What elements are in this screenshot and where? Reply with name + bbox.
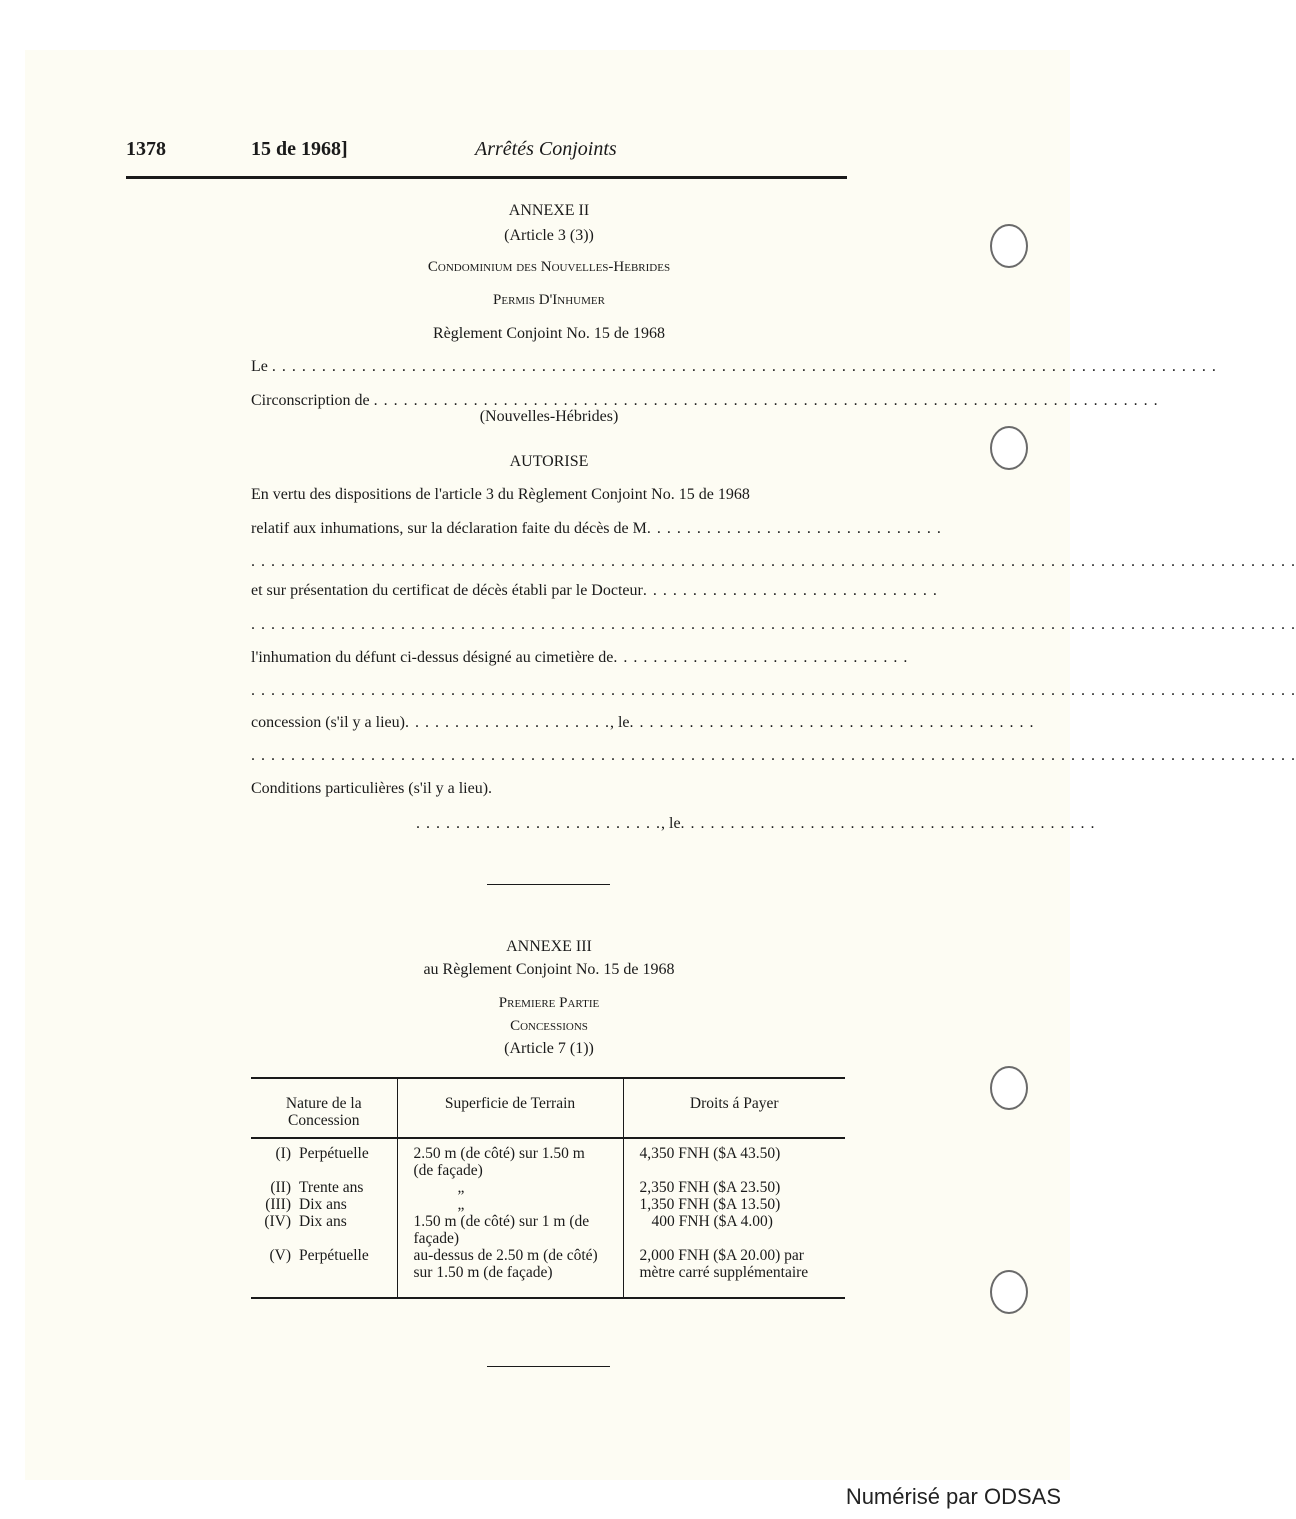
row-nature: Dix ans <box>299 1213 347 1230</box>
row-nature: Trente ans <box>299 1179 364 1196</box>
le-line: Le . . . . . . . . . . . . . . . . . . . . . . . . . . . . . . . . . . . . . . . . . . . . . . . . . . . . . . . . . . . . . . . . . . . . . . . . . . . . . . . . . . . . . . . . . . . . . . . <box>251 358 1217 375</box>
table-row <box>251 1138 845 1179</box>
punch-hole <box>990 1270 1028 1314</box>
row-superficie: 2.50 m (de côté) sur 1.50 m (de façade) <box>397 1138 623 1179</box>
section-divider <box>487 884 610 885</box>
row-nature: Dix ans <box>299 1196 347 1213</box>
reglement-heading: Règlement Conjoint No. 15 de 1968 <box>433 325 665 342</box>
annexe2-article: (Article 3 (3)) <box>504 227 594 244</box>
row-number: (IV) <box>264 1213 291 1230</box>
row-nature: Perpétuelle <box>299 1145 369 1162</box>
header-rule <box>126 176 847 179</box>
autorise-heading: AUTORISE <box>509 453 589 470</box>
concessions-table <box>251 1077 845 1299</box>
page-number: 1378 <box>126 138 166 160</box>
premiere-partie: Premiere Partie <box>498 995 600 1011</box>
row-number: (II) <box>270 1179 291 1196</box>
digitization-watermark: Numérisé par ODSAS <box>845 1484 1061 1509</box>
date-line: . . . . . . . . . . . . . . . . . . . . . . . . ., le. . . . . . . . . . . . . . . . . . . . . . . . . . . . . . . . . . . . . . . . . . <box>416 815 1096 832</box>
row-number: (I) <box>275 1145 291 1162</box>
form-line-2: relatif aux inhumations, sur la déclaration faite du décès de M. . . . . . . . . . . . . . . . . . . . . . . . . . . . . . <box>251 520 942 537</box>
condominium-heading: Condominium des Nouvelles-Hebrides <box>427 259 671 275</box>
annexe3-article: (Article 7 (1)) <box>504 1040 594 1057</box>
col-header-droits: Droits á Payer <box>623 1078 845 1138</box>
nouvelles-hebrides: (Nouvelles-Hébrides) <box>479 408 619 425</box>
col-header-superficie: Superficie de Terrain <box>397 1078 623 1138</box>
dotted-line: . . . . . . . . . . . . . . . . . . . . . . . . . . . . . . . . . . . . . . . . . . . . . . . . . . . . . . . . . . . . . . . . . . . . . . . . . . . . . . . . . . . . . . . . . . . . . . . . . . . . . . . . . <box>251 682 1296 699</box>
row-droits: 2,350 FNH ($A 23.50) <box>623 1179 845 1196</box>
table-header-row <box>251 1078 845 1138</box>
punch-hole <box>990 426 1028 470</box>
annexe3-title: ANNEXE III <box>506 938 592 955</box>
row-droits: 2,000 FNH ($A 20.00) par mètre carré supplémentaire <box>623 1247 845 1298</box>
row-droits: 4,350 FNH ($A 43.50) <box>623 1138 845 1179</box>
row-superficie: 1.50 m (de côté) sur 1 m (de façade) <box>397 1213 623 1247</box>
form-line-4: l'inhumation du défunt ci-dessus désigné au cimetière de. . . . . . . . . . . . . . . . . . . . . . . . . . . . . . <box>251 649 909 666</box>
row-nature: Perpétuelle <box>299 1247 369 1264</box>
form-line-5: concession (s'il y a lieu). . . . . . . . . . . . . . . . . . . . ., le. . . . . . . . . . . . . . . . . . . . . . . . . . . . . . . . . . . . . . . . . <box>251 714 1035 731</box>
annexe3-subtitle: au Règlement Conjoint No. 15 de 1968 <box>423 961 675 978</box>
col-header-nature: Nature de la Concession <box>285 1095 362 1129</box>
table-row <box>251 1196 845 1213</box>
regulation-ref: 15 de 1968] <box>251 138 348 160</box>
row-superficie: au-dessus de 2.50 m (de côté) sur 1.50 m (de façade) <box>397 1247 623 1298</box>
table-row <box>251 1247 845 1298</box>
form-text-1: En vertu des dispositions de l'article 3 du Règlement Conjoint No. 15 de 1968 <box>251 486 750 503</box>
form-line-3: et sur présentation du certificat de décès établi par le Docteur. . . . . . . . . . . . . . . . . . . . . . . . . . . . . . <box>251 582 938 599</box>
circonscription-line: Circonscription de . . . . . . . . . . . . . . . . . . . . . . . . . . . . . . . . . . . . . . . . . . . . . . . . . . . . . . . . . . . . . . . . . . . . . . . . . . . . . . . <box>251 392 1159 409</box>
punch-hole <box>990 224 1028 268</box>
concessions-heading: Concessions <box>510 1018 588 1034</box>
row-superficie: „ <box>397 1179 623 1196</box>
row-droits: 400 FNH ($A 4.00) <box>623 1213 845 1247</box>
permis-heading: Permis D'Inhumer <box>493 292 605 308</box>
dotted-line: . . . . . . . . . . . . . . . . . . . . . . . . . . . . . . . . . . . . . . . . . . . . . . . . . . . . . . . . . . . . . . . . . . . . . . . . . . . . . . . . . . . . . . . . . . . . . . . . . . . . . . . . . <box>251 616 1296 633</box>
row-superficie: „ <box>397 1196 623 1213</box>
punch-hole <box>990 1066 1028 1110</box>
row-number: (III) <box>265 1196 291 1213</box>
running-title: Arrêtés Conjoints <box>475 138 617 160</box>
dotted-line: . . . . . . . . . . . . . . . . . . . . . . . . . . . . . . . . . . . . . . . . . . . . . . . . . . . . . . . . . . . . . . . . . . . . . . . . . . . . . . . . . . . . . . . . . . . . . . . . . . . . . . . . . <box>251 553 1296 570</box>
row-number: (V) <box>269 1247 291 1264</box>
dotted-line: . . . . . . . . . . . . . . . . . . . . . . . . . . . . . . . . . . . . . . . . . . . . . . . . . . . . . . . . . . . . . . . . . . . . . . . . . . . . . . . . . . . . . . . . . . . . . . . . . . . . . . . . . <box>251 747 1296 764</box>
conditions-text: Conditions particulières (s'il y a lieu). <box>251 780 493 797</box>
row-droits: 1,350 FNH ($A 13.50) <box>623 1196 845 1213</box>
table-row <box>251 1179 845 1196</box>
section-divider <box>487 1366 610 1367</box>
table-row <box>251 1213 845 1247</box>
annexe2-title: ANNEXE II <box>508 202 590 219</box>
